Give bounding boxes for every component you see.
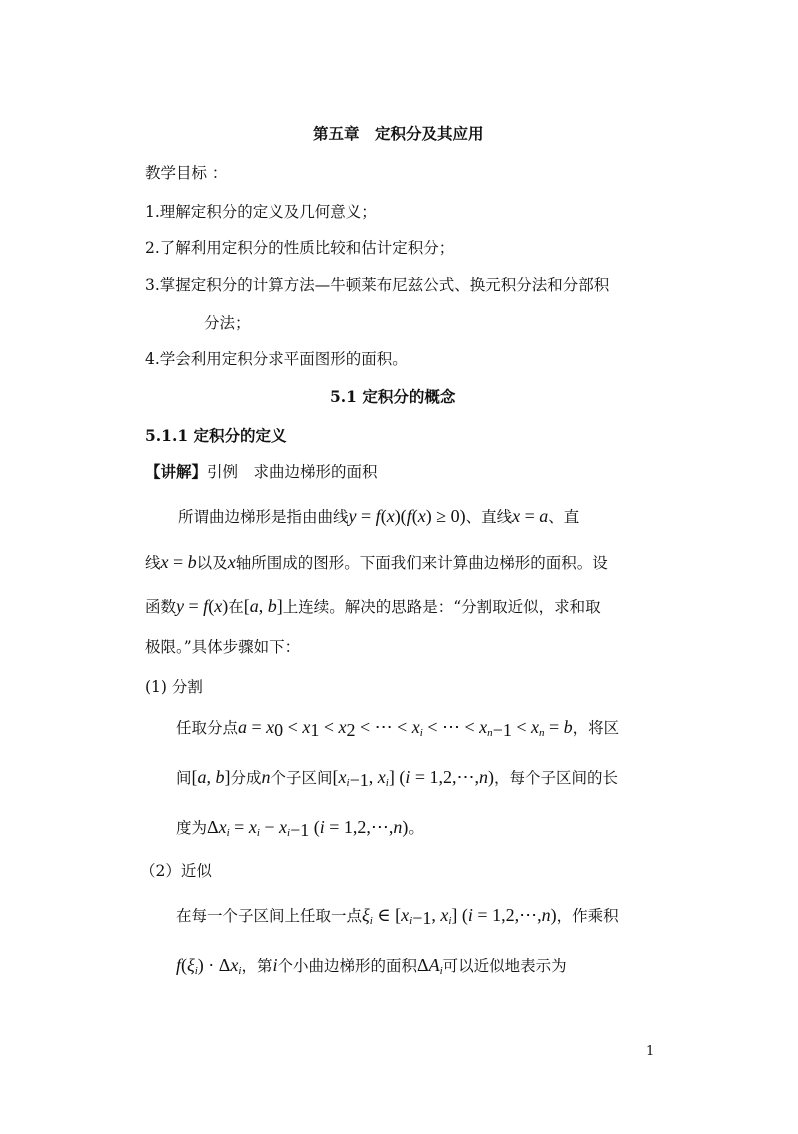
formula: $x_i$	[338, 767, 350, 789]
formula: Δ	[416, 955, 429, 975]
text-run: 所谓曲边梯形是指由曲线	[178, 508, 349, 526]
formula: $x_i$	[230, 955, 242, 977]
text-run: 以及	[196, 554, 228, 572]
paragraph-line: 度为$\Delta x_i = x_i - x_{i-1}$ (i = 1,2,⋯,n)。	[176, 817, 424, 840]
formula: <	[283, 717, 303, 737]
formula: =	[229, 817, 249, 837]
lecture-text: 引例 求曲边梯形的面积	[207, 463, 378, 481]
formula: )	[222, 596, 229, 616]
formula: =	[544, 717, 564, 737]
formula: −	[259, 817, 280, 837]
formula: [	[332, 767, 339, 787]
formula: b	[267, 596, 277, 616]
formula: f	[375, 506, 381, 526]
text-run: ，作乘积	[556, 907, 619, 925]
formula: $x_i$	[279, 817, 291, 839]
formula: a	[249, 596, 259, 616]
formula: = 1,2,⋯,	[472, 905, 542, 925]
formula: a	[539, 506, 549, 526]
formula: f	[176, 955, 182, 975]
text-run: 上连续。解决的思路是：“分割取近似，求和取	[282, 598, 601, 616]
formula: = 1,2,⋯,	[324, 817, 394, 837]
objective-item: 2.了解利用定积分的性质比较和估计定积分；	[145, 239, 455, 257]
formula: a	[197, 767, 207, 787]
formula: ,	[431, 905, 441, 925]
paragraph-line	[145, 595, 601, 618]
text-run: 函数	[145, 598, 177, 616]
formula: ,	[258, 596, 268, 616]
formula: $x_i$	[218, 817, 230, 839]
formula: i	[467, 905, 473, 925]
formula: =	[184, 596, 204, 616]
formula: ) · Δ	[197, 955, 231, 975]
formula: x	[160, 552, 169, 572]
formula: )	[402, 817, 409, 837]
formula: n	[261, 767, 271, 787]
formula: <	[319, 717, 339, 737]
lecture-line	[145, 461, 378, 483]
text-run: ，第	[241, 957, 273, 975]
formula: y	[348, 506, 357, 526]
formula: ,	[206, 767, 216, 787]
formula: < ⋯ <	[422, 717, 480, 737]
paragraph-line: 任取分点$a = x_0 < x_1 < x_2$ < ⋯ < $x_i$ < ⋯ < $x_{n-1} < x_n = b$，将区	[176, 717, 620, 740]
formula: n	[541, 905, 551, 925]
formula: $x_i$	[411, 717, 423, 739]
text-run: 度为	[176, 819, 208, 837]
formula: =	[247, 717, 267, 737]
objective-item: 1.理解定积分的定义及几何意义；	[145, 203, 377, 221]
paragraph-line: 在每一个子区间上任取一点$\xi_i$ ∈ [$x_{i-1}$, $x_i$] (i = 1,2,⋯,n)，作乘积	[176, 905, 619, 928]
formula: $x_i$	[377, 767, 389, 789]
formula: $x_n$	[530, 717, 545, 739]
objectives-heading: 教学目标 ：	[145, 164, 228, 182]
formula: )	[550, 905, 557, 925]
text-run: 分成	[230, 769, 262, 787]
page-number: 1	[646, 1044, 655, 1059]
formula: ]	[224, 767, 231, 787]
formula: $\xi_i$	[187, 955, 198, 977]
objective-item: 4.学会利用定积分求平面图形的面积。	[145, 350, 408, 368]
chapter-title: 第五章 定积分及其应用	[313, 124, 484, 143]
formula: x	[266, 717, 275, 737]
objective-item: 3.掌握定积分的计算方法—牛顿莱布尼兹公式、换元积分法和分部积	[145, 276, 610, 294]
paragraph-line	[176, 954, 567, 977]
text-run: ，每个子区间的长	[494, 769, 619, 787]
text-run: 可以近似地表示为	[442, 957, 567, 975]
formula: x	[417, 506, 426, 526]
formula: y	[176, 596, 185, 616]
text-run: 间	[176, 769, 192, 787]
formula: i	[272, 955, 278, 975]
formula: (	[309, 817, 320, 837]
text-run: 在每一个子区间上任取一点	[176, 907, 363, 925]
formula: (	[181, 955, 188, 975]
formula: =	[356, 506, 376, 526]
paragraph-line: 间[a, b]分成n个子区间[$x_{i-1}$, $x_i$] (i = 1,2,⋯,n)，每个子区间的长	[176, 767, 619, 790]
formula: (	[411, 506, 418, 526]
formula: ] (	[388, 767, 406, 787]
formula: (	[380, 506, 387, 526]
formula: x	[214, 596, 223, 616]
subsection-title: 5.1.1 定积分的定义	[145, 426, 287, 445]
text-run: ，将区	[572, 719, 620, 737]
step-label: （2）近似	[140, 862, 212, 880]
formula: Δ	[207, 817, 219, 837]
formula: < ⋯ <	[355, 717, 412, 737]
formula: x	[227, 552, 236, 572]
text-run: 任取分点	[176, 719, 239, 737]
formula: )(	[394, 506, 407, 526]
formula: $A_i$	[428, 955, 443, 977]
formula: x	[512, 506, 521, 526]
formula: ) ≥ 0)	[425, 506, 466, 526]
text-run: 在	[228, 598, 244, 616]
text-run: 、直	[548, 508, 580, 526]
formula: n	[479, 767, 488, 787]
formula: =	[168, 552, 188, 572]
formula: [	[243, 596, 250, 616]
formula: [	[191, 767, 198, 787]
formula: ] (	[451, 905, 468, 925]
formula: <	[511, 717, 531, 737]
objective-item-continued: 分法；	[204, 314, 251, 332]
formula: = 1,2,⋯,	[410, 767, 479, 787]
formula: ∈ [	[372, 905, 402, 925]
formula: b	[215, 767, 225, 787]
text-run: 线	[145, 554, 161, 572]
formula: f	[406, 506, 412, 526]
formula: b	[563, 717, 573, 737]
formula: ,	[368, 767, 378, 787]
formula: (	[208, 596, 215, 616]
formula: b	[187, 552, 197, 572]
formula: x	[338, 717, 347, 737]
formula: x	[386, 506, 395, 526]
text-run: 个小曲边梯形的面积	[277, 957, 417, 975]
paragraph-line	[178, 505, 579, 528]
formula: $x_i$	[248, 817, 260, 839]
formula: )	[488, 767, 494, 787]
formula: i	[405, 767, 411, 787]
lecture-tag: 【讲解】	[145, 462, 208, 481]
formula: a	[238, 717, 248, 737]
text-run: 个子区间	[270, 769, 333, 787]
formula: ]	[276, 596, 283, 616]
formula: $x_i$	[440, 905, 452, 927]
text-run: 。	[408, 819, 424, 837]
text-run: 轴所围成的图形。下面我们来计算曲边梯形的面积。设	[235, 554, 608, 572]
paragraph-line	[145, 551, 608, 574]
formula: x	[302, 717, 311, 737]
formula: $x_i$	[401, 905, 413, 927]
formula: $x_n$	[479, 717, 493, 739]
section-title: 5.1 定积分的概念	[330, 387, 456, 406]
step-label: (1) 分割	[145, 678, 203, 696]
formula: =	[520, 506, 540, 526]
formula: n	[393, 817, 403, 837]
text-run: 、直线	[465, 508, 513, 526]
formula: i	[319, 817, 325, 837]
paragraph-line: 极限。”具体步骤如下：	[145, 638, 301, 656]
formula: $\xi_i$	[362, 905, 373, 927]
formula: f	[203, 596, 209, 616]
